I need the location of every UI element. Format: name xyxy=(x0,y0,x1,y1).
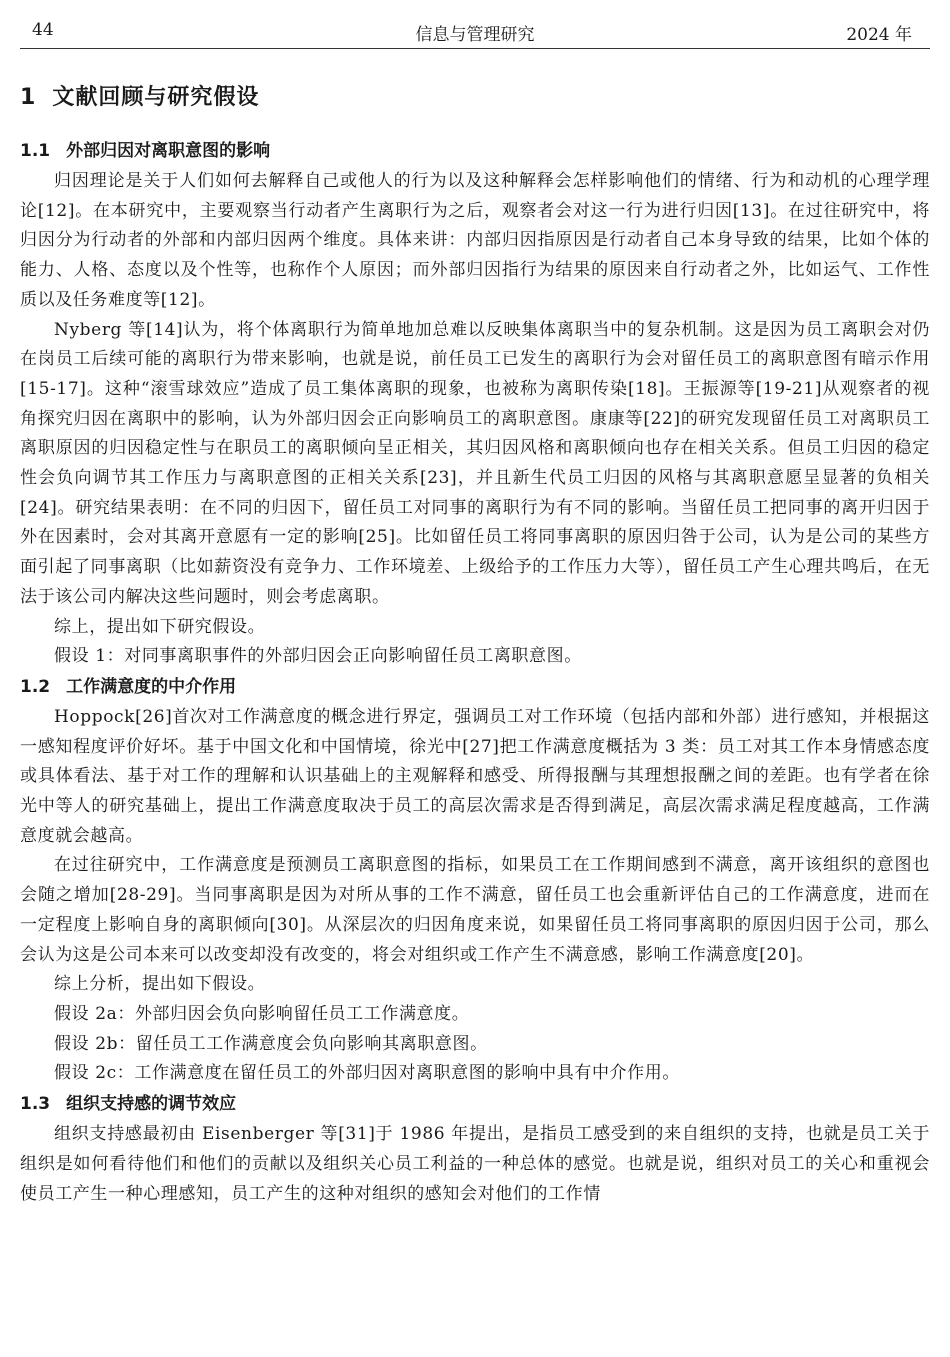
running-header xyxy=(20,0,930,49)
paragraph: 组织支持感最初由 Eisenberger 等[31]于 1986 年提出，是指员工感受到的来自组织的支持，也就是员工关于组织是如何看待他们和他们的贡献以及组织关心员工利益的一种总体的感觉。也就是说，组织对员工的关心和重视会使员工产生一种心理感知，员工产生的这种对组织的感知会对他们的工作情 xyxy=(20,1124,930,1204)
journal-title: 信息与管理研究 xyxy=(415,25,535,45)
subsection-heading-1-3 xyxy=(20,1089,930,1120)
subsection-title: 组织支持感的调节效应 xyxy=(66,1094,237,1115)
subsection-number: 1.2 xyxy=(20,676,51,697)
subsection-title: 外部归因对离职意图的影响 xyxy=(66,141,271,161)
hypothesis-2a: 假设 2a：外部归因会负向影响留任员工工作满意度。 xyxy=(54,1003,470,1024)
hypothesis-2c: 假设 2c：工作满意度在留任员工的外部归因对离职意图的影响中具有中介作用。 xyxy=(54,1063,680,1084)
article-body xyxy=(20,80,930,1209)
page-number: 44 xyxy=(32,20,54,40)
paragraph: Nyberg 等[14]认为，将个体离职行为简单地加总难以反映集体离职当中的复杂机制。这是因为员工离职会对仍在岗员工后续可能的离职行为带来影响，也就是说，前任员工已发生的离职行为会对留任员工的离职意图有暗示作用[15-17]。这种“滚雪球效应”造成了员工集体离职的现象，也被称为离职传染[18]。王振源等[19-21]从观察者的视角探究归因在离职中的影响，认为外部归因会正向影响员工的离职意图。康康等[22]的研究发现留任员工对离职员工离职原因的归因稳定性与在职员工的离职倾向呈正相关，其归因风格和离职倾向也存在相关关系。但员工归因的稳定性会负向调节其工作压力与离职意图的正相关关系[23]，并且新生代员工归因的风格与其离职意愿呈显著的负相关[24]。研究结果表明：在不同的归因下，留任员工对同事的离职行为有不同的影响。当留任员工把同事的离开归因于外在因素时，会对其离开意愿有一定的影响[25]。比如留任员工将同事离职的原因归咎于公司，认为是公司的某些方面引起了同事离职（比如薪资没有竞争力、工作环境差、上级给予的工作压力大等），留任员工产生心理共鸣后，在无法于该公司内解决这些问题时，则会考虑离职。 xyxy=(20,319,930,607)
hypothesis-2b: 假设 2b：留任员工工作满意度会负向影响其离职意图。 xyxy=(54,1033,488,1054)
subsection-number: 1.1 xyxy=(20,141,51,161)
paragraph: 综上分析，提出如下假设。 xyxy=(54,974,266,995)
paragraph: 综上，提出如下研究假设。 xyxy=(54,616,266,637)
section-heading-1 xyxy=(20,80,930,116)
subsection-heading-1-2 xyxy=(20,672,930,703)
hypothesis-1: 假设 1：对同事离职事件的外部归因会正向影响留任员工离职意图。 xyxy=(54,646,582,667)
subsection-title: 工作满意度的中介作用 xyxy=(66,676,237,697)
section-title: 文献回顾与研究假设 xyxy=(52,85,260,110)
paragraph: Hoppock[26]首次对工作满意度的概念进行界定，强调员工对工作环境（包括内部和外部）进行感知，并根据这一感知程度评价好坏。基于中国文化和中国情境，徐光中[27]把工作满意度概括为 3 类：员工对其工作本身情感态度或具体看法、基于对工作的理解和认识基础上的主观解释和感受、所得报酬与其理想报酬之间的差距。也有学者在徐光中等人的研究基础上，提出工作满意度取决于员工的高层次需求是否得到满足，高层次需求满足程度越高，工作满意度就会越高。 xyxy=(20,706,930,846)
section-number: 1 xyxy=(20,85,37,110)
subsection-number: 1.3 xyxy=(20,1094,51,1115)
paragraph: 归因理论是关于人们如何去解释自己或他人的行为以及这种解释会怎样影响他们的情绪、行为和动机的心理学理论[12]。在本研究中，主要观察当行动者产生离职行为之后，观察者会对这一行为进行归因[13]。在过往研究中，将归因分为行动者的外部和内部归因两个维度。具体来讲：内部归因指原因是行动者自己本身导致的结果，比如个体的能力、人格、态度以及个性等，也称作个人原因；而外部归因指行为结果的原因来自行动者之外，比如运气、工作性质以及任务难度等[12]。 xyxy=(20,171,930,310)
subsection-heading-1-1 xyxy=(20,136,930,167)
publication-year: 2024 年 xyxy=(846,25,912,45)
paragraph: 在过往研究中，工作满意度是预测员工离职意图的指标，如果员工在工作期间感到不满意，离开该组织的意图也会随之增加[28-29]。当同事离职是因为对所从事的工作不满意，留任员工也会重新评估自己的工作满意度，进而在一定程度上影响自身的离职倾向[30]。从深层次的归因角度来说，如果留任员工将同事离职的原因归因于公司，那么会认为这是公司本来可以改变却没有改变的，将会对组织或工作产生不满意感，影响工作满意度[20]。 xyxy=(20,855,930,965)
